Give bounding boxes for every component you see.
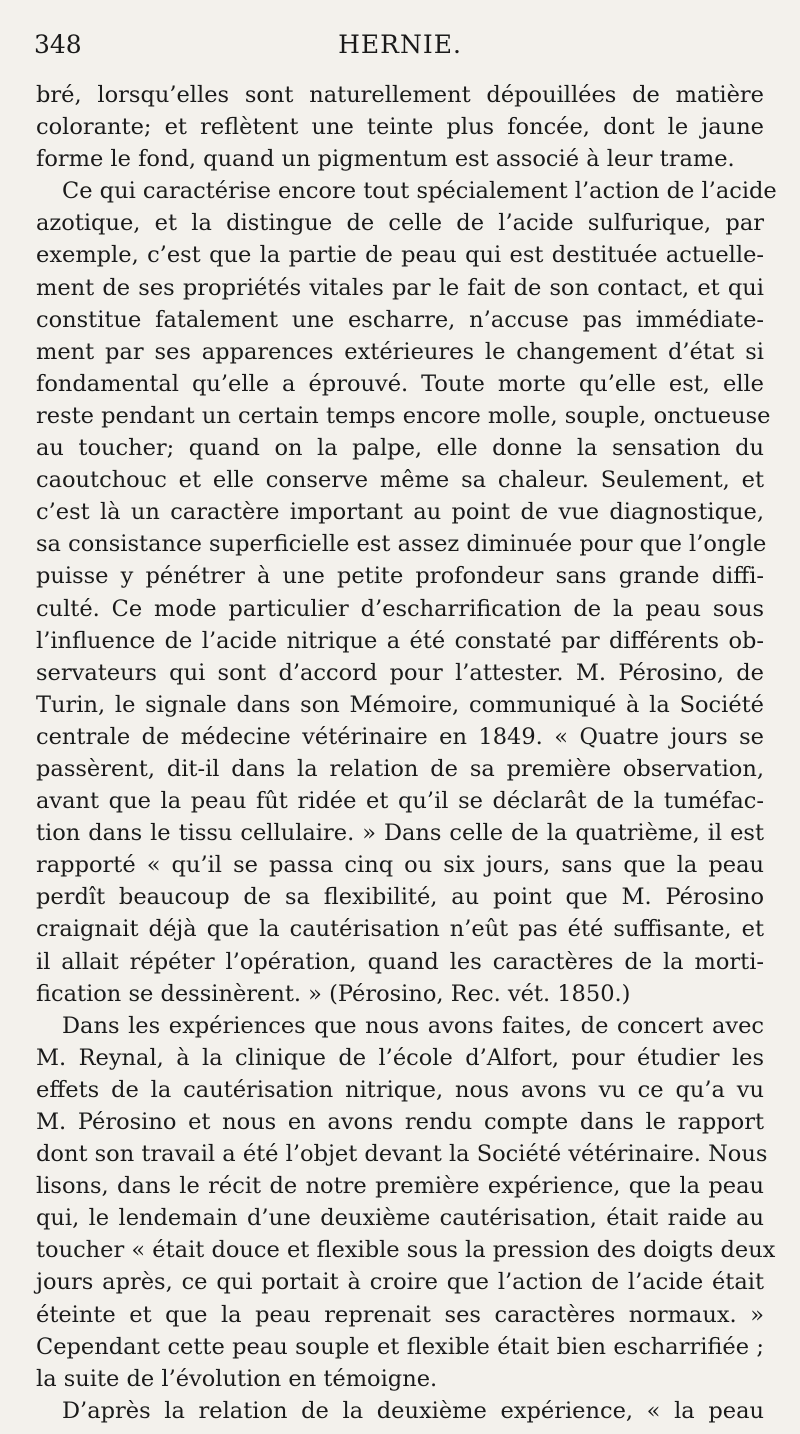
text-line: passèrent, dit-il dans la relation de sa première observation, [36,755,764,782]
text-line: sa consistance superficielle est assez diminuée pour que l’ongle [36,531,767,558]
text-line: au toucher; quand on la palpe, elle donne la sensation du [36,435,764,462]
text-line: bré, lorsqu’elles sont naturellement dépouillées de matière [36,82,764,108]
text-line: fication se dessinèrent. » (Pérosino, Rec. vét. 1850.) [36,980,631,1007]
text-line: craignait déjà que la cautérisation n’eût pas été suffisante, et [36,916,764,943]
text-line: éteinte et que la peau reprenait ses caractères normaux. » [36,1301,764,1328]
text-line: exemple, c’est que la partie de peau qui est destituée actuelle- [36,242,764,269]
text-line: l’influence de l’acide nitrique a été constaté par différents ob- [36,627,764,654]
text-line: dont son travail a été l’objet devant la Société vétérinaire. Nous [36,1141,768,1168]
text-line: qui, le lendemain d’une deuxième cautérisation, était raide au [36,1205,764,1232]
text-line: Cependant cette peau souple et flexible était bien escharrifiée ; [36,1333,764,1360]
text-line: colorante; et reflètent une teinte plus foncée, dont le jaune [36,114,764,141]
text-line: centrale de médecine vétérinaire en 1849. « Quatre jours se [36,723,764,750]
running-title: HERNIE. [338,30,462,59]
text-line: tion dans le tissu cellulaire. » Dans celle de la quatrième, il est [36,820,764,847]
text-line: M. Reynal, à la clinique de l’école d’Alfort, pour étudier les [36,1044,764,1071]
text-line: azotique, et la distingue de celle de l’acide sulfurique, par [36,210,764,237]
text-line: forme le fond, quand un pigmentum est associé à leur trame. [36,146,735,173]
text-line: c’est là un caractère important au point de vue diagnostique, [36,499,764,526]
text-line: jours après, ce qui portait à croire que l’action de l’acide était [36,1269,764,1296]
text-line: constitue fatalement une escharre, n’accuse pas immédiate- [36,306,764,333]
text-line: D’après la relation de la deuxième expérience, « la peau [62,1397,764,1424]
page-number: 348 [34,30,82,59]
text-line: culté. Ce mode particulier d’escharrification de la peau sous [36,595,764,622]
text-line: lisons, dans le récit de notre première expérience, que la peau [36,1173,764,1200]
text-line: rapporté « qu’il se passa cinq ou six jours, sans que la peau [36,852,764,879]
text-line: ment par ses apparences extérieures le changement d’état si [36,338,764,365]
text-line: avant que la peau fût ridée et qu’il se déclarât de la tuméfac- [36,788,764,815]
body-text [36,79,777,1427]
text-line: fondamental qu’elle a éprouvé. Toute morte qu’elle est, elle [36,370,764,397]
text-line: reste pendant un certain temps encore molle, souple, onctueuse [36,402,771,429]
text-line: la suite de l’évolution en témoigne. [36,1365,438,1392]
text-line: servateurs qui sont d’accord pour l’attester. M. Pérosino, de [36,659,764,686]
text-line: puisse y pénétrer à une petite profondeur sans grande diffi- [36,563,764,590]
text-line: Turin, le signale dans son Mémoire, communiqué à la Société [36,691,764,718]
text-line: toucher « était douce et flexible sous la pression des doigts deux [36,1237,776,1264]
text-line: effets de la cautérisation nitrique, nous avons vu ce qu’a vu [36,1076,764,1103]
text-line: ment de ses propriétés vitales par le fait de son contact, et qui [36,274,764,301]
text-line: perdît beaucoup de sa flexibilité, au point que M. Pérosino [36,884,764,911]
text-line: Ce qui caractérise encore tout spécialement l’action de l’acide [62,178,777,205]
page-header [0,30,800,70]
text-line: caoutchouc et elle conserve même sa chaleur. Seulement, et [36,467,764,494]
text-line: Dans les expériences que nous avons faites, de concert avec [62,1012,764,1039]
text-line: M. Pérosino et nous en avons rendu compte dans le rapport [36,1109,764,1135]
text-line: il allait répéter l’opération, quand les caractères de la morti- [36,948,764,975]
